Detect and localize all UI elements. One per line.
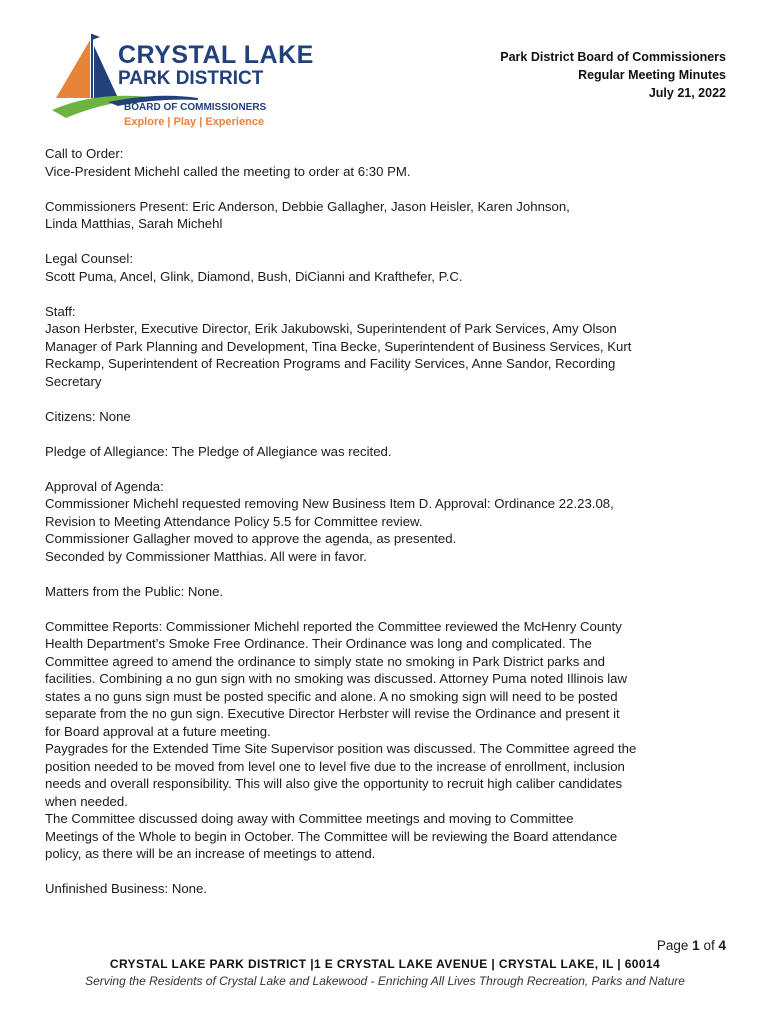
minutes-line: Reckamp, Superintendent of Recreation Programs and Facility Services, Anne Sandor, Recording [45,356,616,371]
minutes-line: Health Department’s Smoke Free Ordinance. Their Ordinance was long and complicated. The [45,636,592,651]
minutes-section [45,478,725,566]
page-number [657,938,726,953]
minutes-line: Meetings of the Whole to begin in October. The Committee will be reviewing the Board attendance [45,828,618,844]
minutes-line: facilities. Combining a no gun sign with no smoking was discussed. Attorney Puma noted Illinois law [45,671,628,686]
minutes-line: Linda Matthias, Sarah Michehl [45,216,223,231]
minutes-line: Secretary [45,373,102,389]
header-date: July 21, 2022 [648,86,726,100]
minutes-line: needs and overall responsibility. This will also give the opportunity to recruit high caliber candidates [45,776,623,791]
minutes-line: Committee agreed to amend the ordinance to simply state no smoking in Park District parks and [45,653,605,669]
minutes-line: position needed to be moved from level one to level five due to the increase of enrollment, inclusion [45,758,625,774]
minutes-section [45,443,725,461]
minutes-line: The Committee discussed doing away with Committee meetings and moving to Committee [45,811,574,826]
minutes-line: Vice-President Michehl called the meeting to order at 6:30 PM. [45,163,411,179]
minutes-line: Commissioner Michehl requested removing New Business Item D. Approval: Ordinance 22.23.08, [45,496,614,511]
minutes-section [45,198,725,233]
minutes-line: Staff: [45,303,76,319]
minutes-line: Legal Counsel: [45,251,133,266]
minutes-section [45,583,725,601]
logo-line-2: PARK DISTRICT [118,68,264,89]
minutes-line: Manager of Park Planning and Development, Tina Becke, Superintendent of Business Services, Kurt [45,338,632,354]
minutes-line: Pledge of Allegiance: The Pledge of Allegiance was recited. [45,443,392,459]
page-label: Page [656,938,689,953]
minutes-line: Commissioners Present: Eric Anderson, Debbie Gallagher, Jason Heisler, Karen Johnson, [45,198,570,214]
logo [48,28,314,132]
minutes-line: for Board approval at a future meeting. [45,723,271,739]
minutes-section [45,250,725,285]
minutes-line: when needed. [45,793,128,809]
logo-tagline: Explore | Play | Experience [124,116,265,128]
minutes-line: Paygrades for the Extended Time Site Supervisor position was discussed. The Committee agreed the [45,741,637,756]
minutes-line: Citizens: None [45,408,131,424]
minutes-line: Revision to Meeting Attendance Policy 5.5 for Committee review. [45,513,423,529]
footer-tagline: Serving the Residents of Crystal Lake and Lakewood - Enriching All Lives Through Recreation, Parks and Nature [85,974,685,988]
minutes-body [45,145,725,898]
minutes-section [45,880,725,898]
page-current: 1 [692,938,700,953]
document-header [500,48,726,102]
minutes-line: Jason Herbster, Executive Director, Erik Jakubowski, Superintendent of Park Services, Amy Olson [45,321,617,336]
minutes-section [45,408,725,426]
minutes-line: Approval of Agenda: [45,478,164,494]
minutes-line: separate from the no gun sign. Executive Director Herbster will revise the Ordinance and present it [45,706,620,721]
header-title-2: Regular Meeting Minutes [578,68,726,82]
minutes-section [45,303,725,391]
page-of: of [703,938,715,953]
minutes-line: Committee Reports: Commissioner Michehl reported the Committee reviewed the McHenry County [45,618,622,634]
minutes-line: Call to Order: [45,146,124,161]
page-total: 4 [718,938,726,953]
minutes-line: states a no guns sign must be posted specific and alone. A no smoking sign will need to be posted [45,688,618,704]
minutes-section [45,618,725,863]
logo-line-1: CRYSTAL LAKE [118,41,314,69]
logo-line-3: BOARD OF COMMISSIONERS [124,102,267,113]
minutes-line: policy, as there will be an increase of meetings to attend. [45,846,376,861]
minutes-line: Unfinished Business: None. [45,881,208,896]
header-title-1: Park District Board of Commissioners [500,50,726,64]
minutes-line: Matters from the Public: None. [45,583,224,599]
minutes-section [45,145,725,180]
minutes-line: Scott Puma, Ancel, Glink, Diamond, Bush, DiCianni and Krafthefer, P.C. [45,268,463,284]
minutes-line: Seconded by Commissioner Matthias. All were in favor. [45,548,367,564]
minutes-line: Commissioner Gallagher moved to approve the agenda, as presented. [45,531,457,546]
footer-address: CRYSTAL LAKE PARK DISTRICT |1 E CRYSTAL LAKE AVENUE | CRYSTAL LAKE, IL | 60014 [109,957,661,971]
